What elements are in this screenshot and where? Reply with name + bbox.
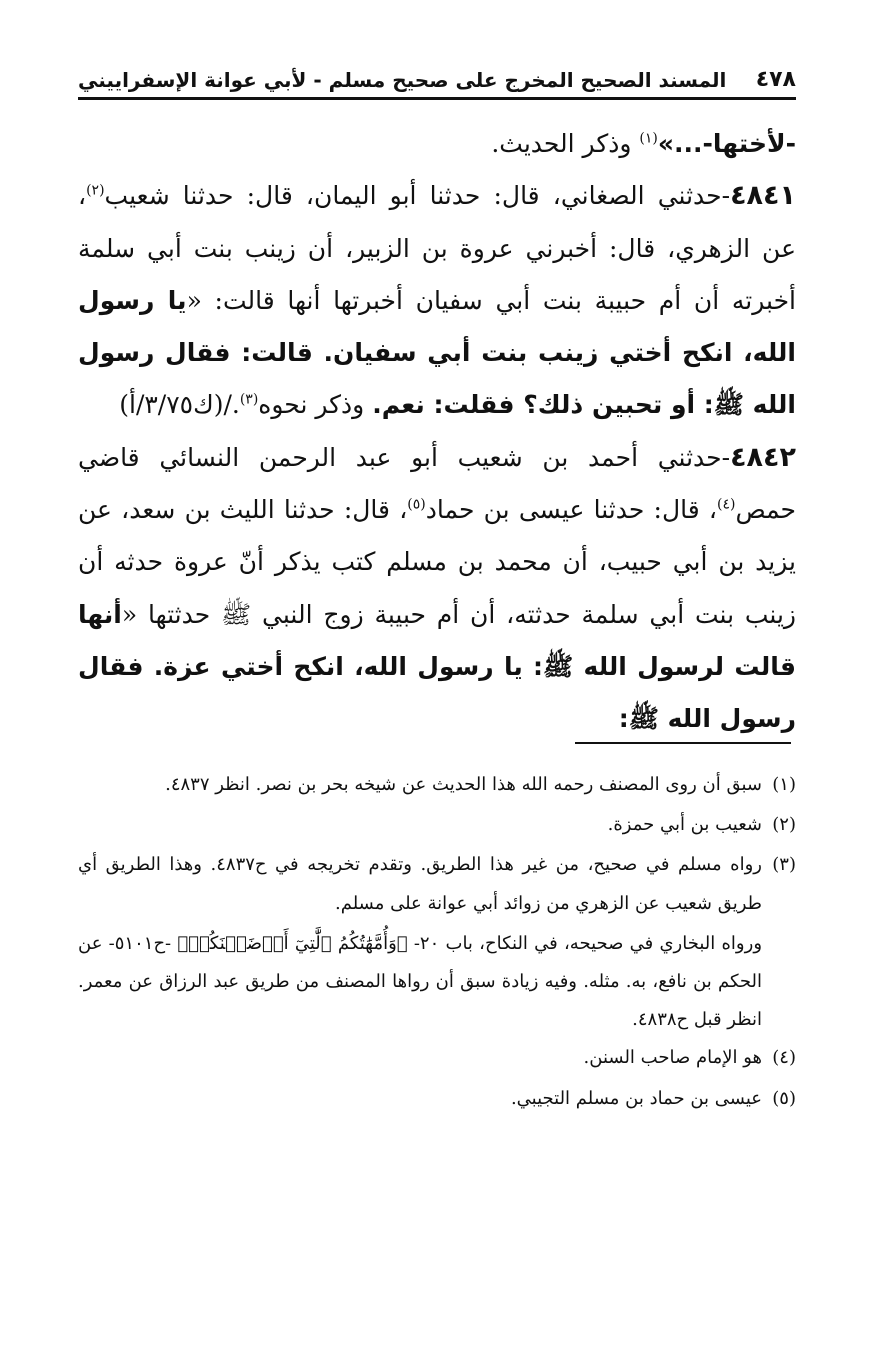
footnote-rule bbox=[575, 742, 791, 744]
running-title: المسند الصحيح المخرج على صحيح مسلم - لأبي عوانة الإسفراييني bbox=[78, 68, 727, 92]
footnote-text: عيسى بن حماد بن مسلم التجيبي. bbox=[510, 1087, 762, 1109]
footnote-1 bbox=[78, 766, 796, 804]
paragraph-text: ، عن الزهري، قال: أخبرني عروة بن الزبير، أن زينب بنت أبي سلمة أخبرته أن أم حبيبة بنت أبي سفيان أخبرتها أنها قالت: « bbox=[78, 181, 796, 315]
footnote-ref: (٥) bbox=[407, 496, 426, 513]
paragraph-text: وذكر الحديث. bbox=[491, 129, 640, 158]
footnotes bbox=[78, 766, 796, 1120]
footnote-3 bbox=[78, 846, 796, 922]
bold-text: أنها قالت لرسول الله ﷺ: يا رسول الله، انكح أختي عزة. فقال رسول الله ﷺ: bbox=[78, 599, 796, 734]
hadith-4841 bbox=[78, 170, 796, 431]
footnote-3-continuation: ورواه البخاري في صحيحه، في النكاح، باب ٢٠- ﴿وَأُمَّهَٰتُكُمُ ٱلَّٰتِيٓ أَرۡضَعۡنَكُمۡ﴾ -ح٥١٠١- عن الحكم بن نافع، به. مثله. وفيه زيادة سبق أن رواها المصنف من طريق عبد الرزاق عن معمر. انظر قبل ح٤٨٣٨. bbox=[78, 932, 763, 1031]
paragraph-text: ، قال: حدثنا عيسى بن حماد bbox=[425, 495, 717, 525]
page-number: ٤٧٨ bbox=[755, 67, 796, 92]
footnote-4 bbox=[78, 1039, 796, 1077]
footnote-ref: (٢) bbox=[86, 182, 105, 199]
footnote-marker: (١) bbox=[772, 774, 796, 795]
footnote-2 bbox=[78, 806, 796, 844]
footnote-ref: (١) bbox=[639, 130, 658, 147]
hadith-number: ٤٨٤٢ bbox=[730, 441, 796, 473]
paragraph-text: ./(ك٣/٧٥/أ) bbox=[119, 390, 240, 420]
footnote-text: سبق أن روى المصنف رحمه الله هذا الحديث عن شيخه بحر بن نصر. انظر ٤٨٣٧. bbox=[165, 774, 762, 795]
footnote-ref: (٤) bbox=[717, 496, 736, 513]
paragraph-text: -حدثني الصغاني، قال: حدثنا أبو اليمان، قال: حدثنا شعيب bbox=[104, 181, 731, 211]
paragraph-continuation bbox=[78, 118, 796, 170]
bold-text: يا رسول الله، انكح أختي زينب بنت أبي سفيان. قالت: فقال رسول الله ﷺ: أو تحبين ذلك؟ فقلت: نعم. bbox=[78, 285, 796, 420]
header-rule bbox=[78, 97, 796, 100]
footnote-text: شعيب بن أبي حمزة. bbox=[607, 814, 762, 836]
footnote-ref: (٣) bbox=[239, 392, 259, 409]
hadith-4842 bbox=[78, 432, 796, 746]
footnote-text: رواه مسلم في صحيح، من غير هذا الطريق. وتقدم تخريجه في ح٤٨٣٧. وهذا الطريق أي طريق شعيب عن الزهري من زوائد أبي عوانة على مسلم. bbox=[78, 854, 762, 914]
bold-text: -لأختها-...» bbox=[657, 129, 796, 158]
paragraph-text: ، قال: حدثنا الليث بن سعد، عن يزيد بن أبي حبيب، أن محمد بن مسلم كتب يذكر أنّ عروة حدثه أن زينب بنت أبي سلمة حدثته، أن أم حبيبة زوج النبي ﷺ حدثتها « bbox=[78, 495, 796, 629]
hadith-number: ٤٨٤١ bbox=[730, 180, 796, 212]
paragraph-text: -حدثني أحمد بن شعيب أبو عبد الرحمن النسائي قاضي حمص bbox=[78, 442, 797, 525]
footnote-marker: (٤) bbox=[772, 1047, 796, 1069]
main-text bbox=[78, 118, 796, 746]
footnote-marker: (٢) bbox=[772, 814, 796, 836]
running-header bbox=[78, 56, 796, 96]
footnote-5 bbox=[78, 1080, 796, 1118]
footnote-marker: (٥) bbox=[772, 1087, 796, 1109]
paragraph-text: وذكر نحوه bbox=[258, 390, 373, 420]
footnote-text: هو الإمام صاحب السنن. bbox=[583, 1047, 762, 1069]
footnote-marker: (٣) bbox=[772, 854, 796, 876]
